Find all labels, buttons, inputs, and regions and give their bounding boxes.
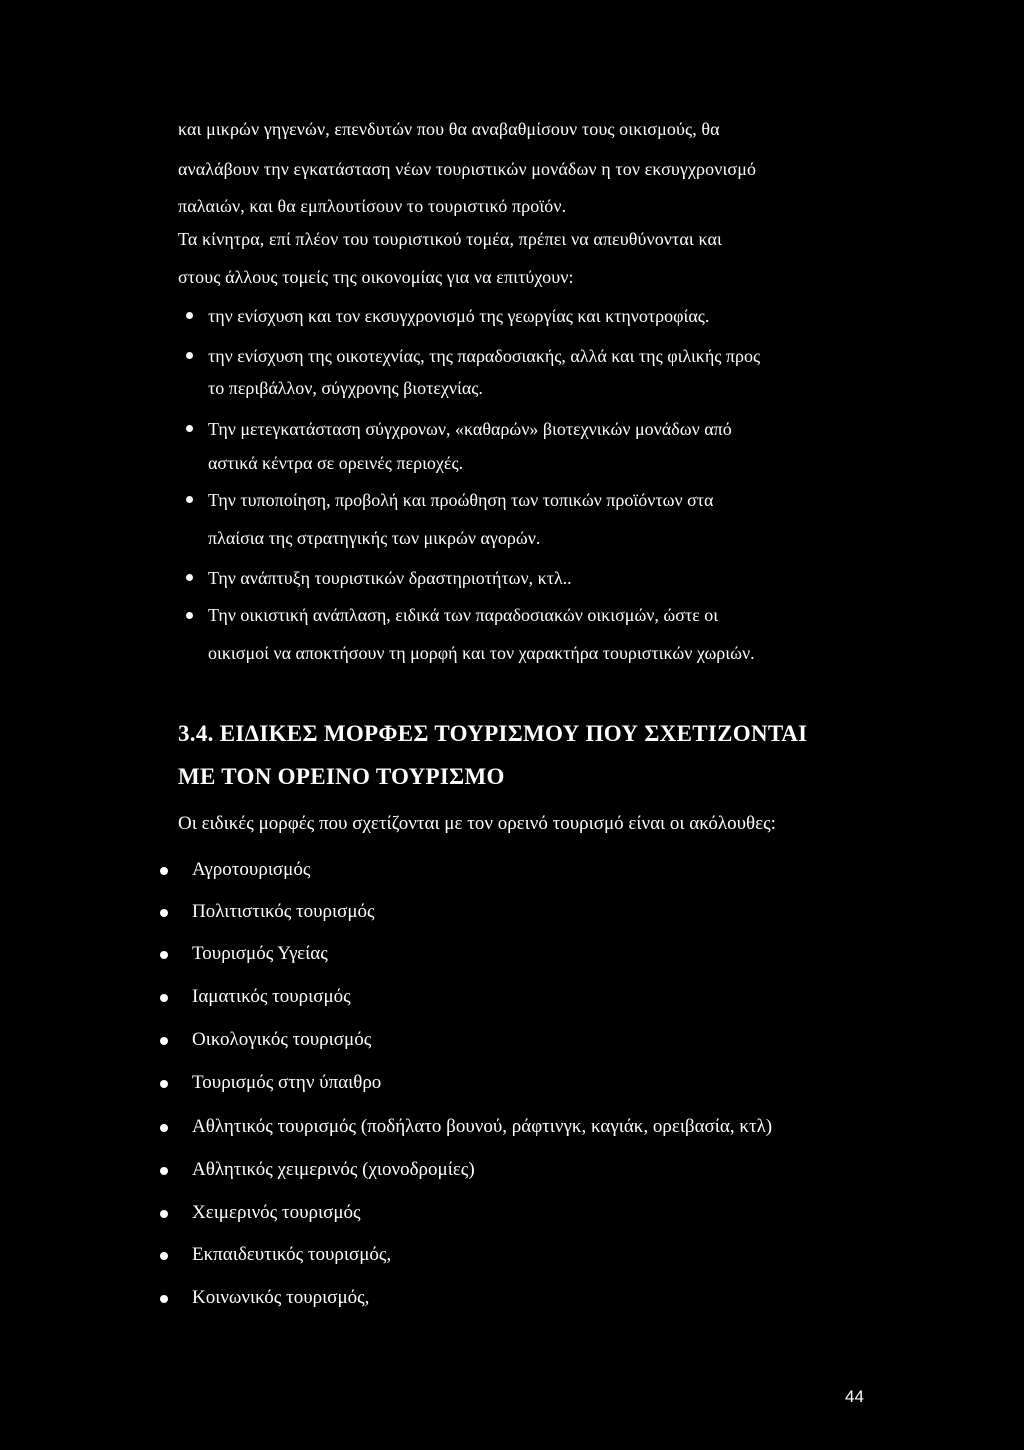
list-item-label: Κοινωνικός τουρισμός, bbox=[192, 1287, 370, 1308]
list-item-label: Οικολογικός τουρισμός bbox=[192, 1029, 372, 1050]
goal-item: την ενίσχυση της οικοτεχνίας, της παραδοσιακής, αλλά και της φιλικής προς bbox=[208, 346, 761, 366]
list-item-label: Αγροτουρισμός bbox=[192, 859, 311, 880]
bullet-icon bbox=[160, 1167, 168, 1175]
bullet-icon bbox=[160, 867, 168, 875]
page-number: 44 bbox=[845, 1387, 864, 1406]
bullet-icon bbox=[186, 312, 193, 319]
bullet-icon bbox=[160, 1210, 168, 1218]
list-item-label: Πολιτιστικός τουρισμός bbox=[192, 901, 375, 922]
goal-item: Την τυποποίηση, προβολή και προώθηση των τοπικών προϊόντων στα bbox=[208, 490, 714, 510]
bullet-icon bbox=[160, 909, 168, 917]
paragraph-line: αναλάβουν την εγκατάσταση νέων τουριστικών μονάδων η τον εκσυγχρονισμό bbox=[178, 159, 757, 179]
goal-item-continuation: το περιβάλλον, σύγχρονης βιοτεχνίας. bbox=[208, 378, 483, 398]
list-item-label: Τουρισμός στην ύπαιθρο bbox=[192, 1072, 382, 1093]
bullet-icon bbox=[186, 612, 193, 619]
paragraph-line: και μικρών γηγενών, επενδυτών που θα αναβαθμίσουν τους οικισμούς, θα bbox=[178, 119, 720, 139]
list-item-label: Τουρισμός Υγείας bbox=[192, 943, 328, 964]
section-heading-continuation: ΜΕ ΤΟΝ ΟΡΕΙΝΟ ΤΟΥΡΙΣΜΟ bbox=[178, 764, 505, 789]
bullet-icon bbox=[160, 1037, 168, 1045]
bullet-icon bbox=[160, 1080, 168, 1088]
list-item-label: Αθλητικός χειμερινός (χιονοδρομίες) bbox=[192, 1159, 475, 1180]
goal-item: Την ανάπτυξη τουριστικών δραστηριοτήτων, κτλ.. bbox=[208, 568, 572, 588]
goal-item-continuation: αστικά κέντρα σε ορεινές περιοχές. bbox=[208, 453, 464, 473]
paragraph-line: Τα κίνητρα, επί πλέον του τουριστικού τομέα, πρέπει να απευθύνονται και bbox=[178, 229, 722, 249]
bullet-icon bbox=[160, 1124, 168, 1132]
goal-item: την ενίσχυση και τον εκσυγχρονισμό της γεωργίας και κτηνοτροφίας. bbox=[208, 306, 710, 326]
goal-item-continuation: πλαίσια της στρατηγικής των μικρών αγορών. bbox=[208, 528, 541, 548]
goal-item-continuation: οικισμοί να αποκτήσουν τη μορφή και τον χαρακτήρα τουριστικών χωριών. bbox=[208, 643, 755, 663]
paragraph-line: στους άλλους τομείς της οικονομίας για να επιτύχουν: bbox=[178, 267, 574, 287]
list-item-label: Χειμερινός τουρισμός bbox=[192, 1202, 361, 1223]
bullet-icon bbox=[160, 1295, 168, 1303]
bullet-icon bbox=[160, 994, 168, 1002]
list-item-label: Εκπαιδευτικός τουρισμός, bbox=[192, 1244, 392, 1265]
bullet-icon bbox=[186, 352, 193, 359]
list-item-label: Αθλητικός τουρισμός (ποδήλατο βουνού, ράφτινγκ, καγιάκ, ορειβασία, κτλ) bbox=[192, 1116, 773, 1137]
section-heading: 3.4. ΕΙΔΙΚΕΣ ΜΟΡΦΕΣ ΤΟΥΡΙΣΜΟΥ ΠΟΥ ΣΧΕΤΙΖΟΝΤΑΙ bbox=[178, 721, 808, 746]
list-item-label: Ιαματικός τουρισμός bbox=[192, 986, 351, 1007]
bullet-icon bbox=[160, 1252, 168, 1260]
paragraph-line: παλαιών, και θα εμπλουτίσουν το τουριστικό προϊόν. bbox=[178, 196, 567, 216]
bullet-icon bbox=[186, 574, 193, 581]
section-intro: Οι ειδικές μορφές που σχετίζονται με τον ορεινό τουρισμό είναι οι ακόλουθες: bbox=[178, 813, 776, 834]
goal-item: Την μετεγκατάσταση σύγχρονων, «καθαρών» βιοτεχνικών μονάδων από bbox=[208, 419, 732, 439]
goal-item: Την οικιστική ανάπλαση, ειδικά των παραδοσιακών οικισμών, ώστε οι bbox=[208, 605, 719, 625]
bullet-icon bbox=[160, 951, 168, 959]
bullet-icon bbox=[186, 496, 193, 503]
bullet-icon bbox=[186, 425, 193, 432]
